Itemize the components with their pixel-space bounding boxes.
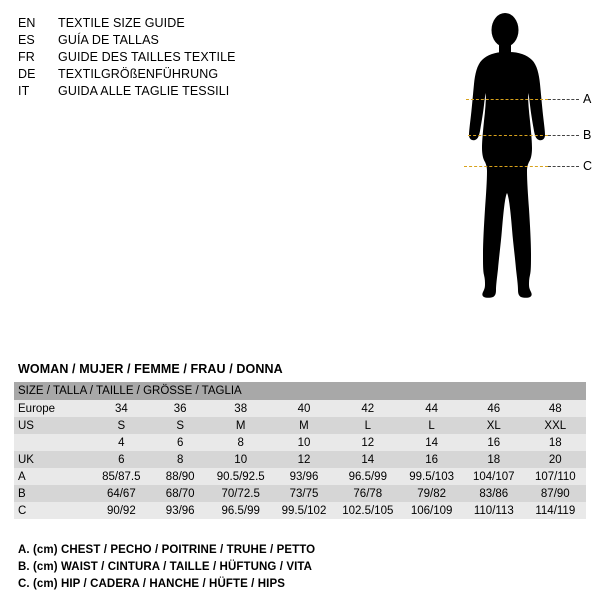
cell: 93/96 [273,468,336,485]
cell: 104/107 [463,468,525,485]
legend-item-a: A. (cm) CHEST / PECHO / POITRINE / TRUHE / PETTO [18,544,316,556]
cell: 79/82 [400,485,463,502]
cell: 18 [525,434,586,451]
language-row-es [18,33,318,50]
cell: 6 [152,434,209,451]
language-title-it: GUIDA ALLE TAGLIE TESSILI [58,84,230,98]
language-titles [18,16,318,101]
body-silhouette-icon [420,8,593,373]
cell: 34 [91,400,152,417]
cell: 16 [463,434,525,451]
legend-item-b: B. (cm) WAIST / CINTURA / TAILLE / HÜFTUNG / VITA [18,561,313,573]
cell: 96.5/99 [335,468,400,485]
cell: 90/92 [91,502,152,519]
cell: 14 [400,434,463,451]
cell: 12 [335,434,400,451]
language-code-fr: FR [18,50,35,64]
cell: 4 [91,434,152,451]
table-row [14,485,586,502]
cell: 87/90 [525,485,586,502]
legend-item-c: C. (cm) HIP / CADERA / HANCHE / HÜFTE / HIPS [18,578,286,590]
cell: 42 [335,400,400,417]
measure-label-c: C [583,159,593,173]
cell: 88/90 [152,468,209,485]
cell: 99.5/103 [400,468,463,485]
cell: 6 [91,451,152,468]
cell: 18 [463,451,525,468]
table-row [14,468,586,485]
language-row-de [18,67,318,84]
cell: 70/72.5 [209,485,273,502]
cell: 10 [209,451,273,468]
measure-pointer-c [548,166,579,167]
measure-line-b [468,135,548,136]
measure-label-b: B [583,128,592,142]
language-row-fr [18,50,318,67]
language-row-it [18,84,318,101]
cell: 48 [525,400,586,417]
cell: 10 [273,434,336,451]
language-code-es: ES [18,33,35,47]
language-code-en: EN [18,16,36,30]
measure-line-a [466,99,548,100]
size-table-wrapper [14,382,586,519]
language-code-it: IT [18,84,30,98]
language-title-en: TEXTILE SIZE GUIDE [58,16,185,30]
cell: 12 [273,451,336,468]
section-label-woman: WOMAN / MUJER / FEMME / FRAU / DONNA [18,362,283,376]
cell: XXL [525,417,586,434]
cell: 64/67 [91,485,152,502]
row-label [14,434,91,451]
cell: L [335,417,400,434]
measure-label-a: A [583,92,592,106]
row-label: Europe [14,400,91,417]
language-title-es: GUÍA DE TALLAS [58,33,159,47]
size-table [14,382,586,519]
cell: 93/96 [152,502,209,519]
cell: M [273,417,336,434]
cell: 38 [209,400,273,417]
cell: 14 [335,451,400,468]
cell: 83/86 [463,485,525,502]
cell: 16 [400,451,463,468]
cell: XL [463,417,525,434]
table-row [14,417,586,434]
female-silhouette-figure [420,8,593,373]
table-row [14,400,586,417]
cell: 8 [209,434,273,451]
cell: 106/109 [400,502,463,519]
cell: 107/110 [525,468,586,485]
measure-line-c [464,166,548,167]
table-header-cell: SIZE / TALLA / TAILLE / GRÖSSE / TAGLIA [14,382,586,400]
cell: 76/78 [335,485,400,502]
cell: 102.5/105 [335,502,400,519]
cell: 44 [400,400,463,417]
language-code-de: DE [18,67,36,81]
table-row [14,434,586,451]
cell: S [91,417,152,434]
language-title-fr: GUIDE DES TAILLES TEXTILE [58,50,236,64]
measurement-legend [18,542,578,593]
cell: 90.5/92.5 [209,468,273,485]
cell: 85/87.5 [91,468,152,485]
cell: 73/75 [273,485,336,502]
cell: 40 [273,400,336,417]
cell: 46 [463,400,525,417]
measure-pointer-a [548,99,579,100]
row-label: B [14,485,91,502]
cell: S [152,417,209,434]
row-label: C [14,502,91,519]
table-row [14,451,586,468]
row-label: US [14,417,91,434]
cell: 99.5/102 [273,502,336,519]
row-label: UK [14,451,91,468]
cell: 20 [525,451,586,468]
measure-pointer-b [548,135,579,136]
cell: L [400,417,463,434]
row-label: A [14,468,91,485]
cell: 68/70 [152,485,209,502]
cell: 114/119 [525,502,586,519]
cell: 8 [152,451,209,468]
cell: M [209,417,273,434]
table-header-row [14,382,586,400]
cell: 96.5/99 [209,502,273,519]
language-row-en [18,16,318,33]
cell: 110/113 [463,502,525,519]
cell: 36 [152,400,209,417]
language-title-de: TEXTILGRÖßENFÜHRUNG [58,67,219,81]
table-row [14,502,586,519]
